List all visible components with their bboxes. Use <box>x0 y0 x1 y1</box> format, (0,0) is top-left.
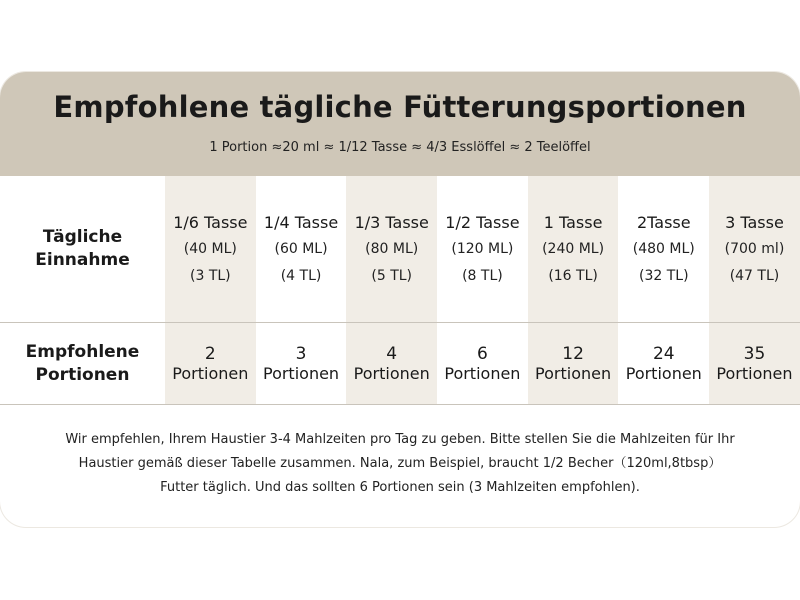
portion-unit: Portionen <box>172 363 249 383</box>
cup-amount: 1/4 Tasse <box>263 212 339 232</box>
cup-amount: 1/2 Tasse <box>445 212 520 232</box>
cup-amount: 1 Tasse <box>543 212 603 232</box>
portions-cell <box>165 323 256 404</box>
portion-unit: Portionen <box>444 363 521 383</box>
tl-amount: (5 TL) <box>371 267 413 284</box>
intake-cell <box>528 176 619 322</box>
ml-amount: (480 ML) <box>632 240 695 257</box>
intake-cell <box>437 176 528 322</box>
portion-count: 4 <box>386 343 398 364</box>
daily-intake-label <box>0 176 165 322</box>
feeding-note-line: Wir empfehlen, Ihrem Haustier 3-4 Mahlzeiten pro Tag zu geben. Bitte stellen Sie die Mahlzeiten für Ihr <box>65 432 735 447</box>
tl-amount: (47 TL) <box>729 267 780 284</box>
portion-unit: Portionen <box>535 363 612 383</box>
tl-amount: (8 TL) <box>462 267 503 284</box>
portion-count: 2 <box>204 343 216 364</box>
feeding-portions-card <box>0 72 800 527</box>
recommended-portions-label <box>0 323 165 404</box>
cup-amount: 2Tasse <box>636 212 691 232</box>
card-header <box>0 72 800 176</box>
daily-intake-label-line-2: Einnahme <box>35 250 130 270</box>
feeding-note-line: Haustier gemäß dieser Tabelle zusammen. Nala, zum Beispiel, braucht 1/2 Becher（120ml,8tbsp） <box>78 456 722 471</box>
portions-cell <box>256 323 347 404</box>
portion-count: 35 <box>743 343 766 364</box>
ml-amount: (120 ML) <box>451 240 514 257</box>
intake-cell <box>618 176 709 322</box>
page-title: Empfohlene tägliche Fütterungsportionen <box>53 90 747 124</box>
portion-count: 3 <box>295 343 307 364</box>
ml-amount: (700 ml) <box>724 240 785 257</box>
portion-unit: Portionen <box>716 363 793 383</box>
cup-amount: 1/6 Tasse <box>173 212 248 232</box>
intake-cell <box>165 176 256 322</box>
ml-amount: (80 ML) <box>365 240 419 257</box>
portions-cell <box>437 323 528 404</box>
portions-cell <box>709 323 800 404</box>
intake-cell <box>709 176 800 322</box>
intake-cell <box>256 176 347 322</box>
tl-amount: (4 TL) <box>280 267 322 284</box>
feeding-note <box>40 428 760 500</box>
recommended-portions-label-line-2: Portionen <box>35 364 130 385</box>
portion-unit: Portionen <box>353 363 430 383</box>
portions-cell <box>528 323 619 404</box>
portions-cell <box>346 323 437 404</box>
portion-count: 12 <box>562 343 584 364</box>
portion-unit: Portionen <box>262 363 340 383</box>
portion-count: 6 <box>476 343 488 364</box>
tl-amount: (32 TL) <box>639 267 689 284</box>
ml-amount: (240 ML) <box>542 240 605 257</box>
portions-table <box>0 176 800 405</box>
ml-amount: (60 ML) <box>274 240 328 257</box>
daily-intake-row <box>0 176 800 323</box>
cup-amount: 3 Tasse <box>725 212 784 232</box>
intake-cell <box>346 176 437 322</box>
feeding-note-line: Futter täglich. Und das sollten 6 Portionen sein (3 Mahlzeiten empfohlen). <box>160 480 640 495</box>
portions-cell <box>618 323 709 404</box>
ml-amount: (40 ML) <box>183 240 237 257</box>
recommended-portions-row <box>0 323 800 404</box>
portion-conversion-subtitle: 1 Portion ≈20 ml ≈ 1/12 Tasse ≈ 4/3 Esslöffel ≈ 2 Teelöffel <box>209 140 591 155</box>
portion-unit: Portionen <box>625 363 702 383</box>
cup-amount: 1/3 Tasse <box>354 212 429 232</box>
recommended-portions-label-line-1: Empfohlene <box>25 341 140 362</box>
tl-amount: (16 TL) <box>548 267 598 284</box>
portion-count: 24 <box>652 343 675 364</box>
tl-amount: (3 TL) <box>190 267 231 284</box>
daily-intake-label-line-1: Tägliche <box>42 227 123 247</box>
